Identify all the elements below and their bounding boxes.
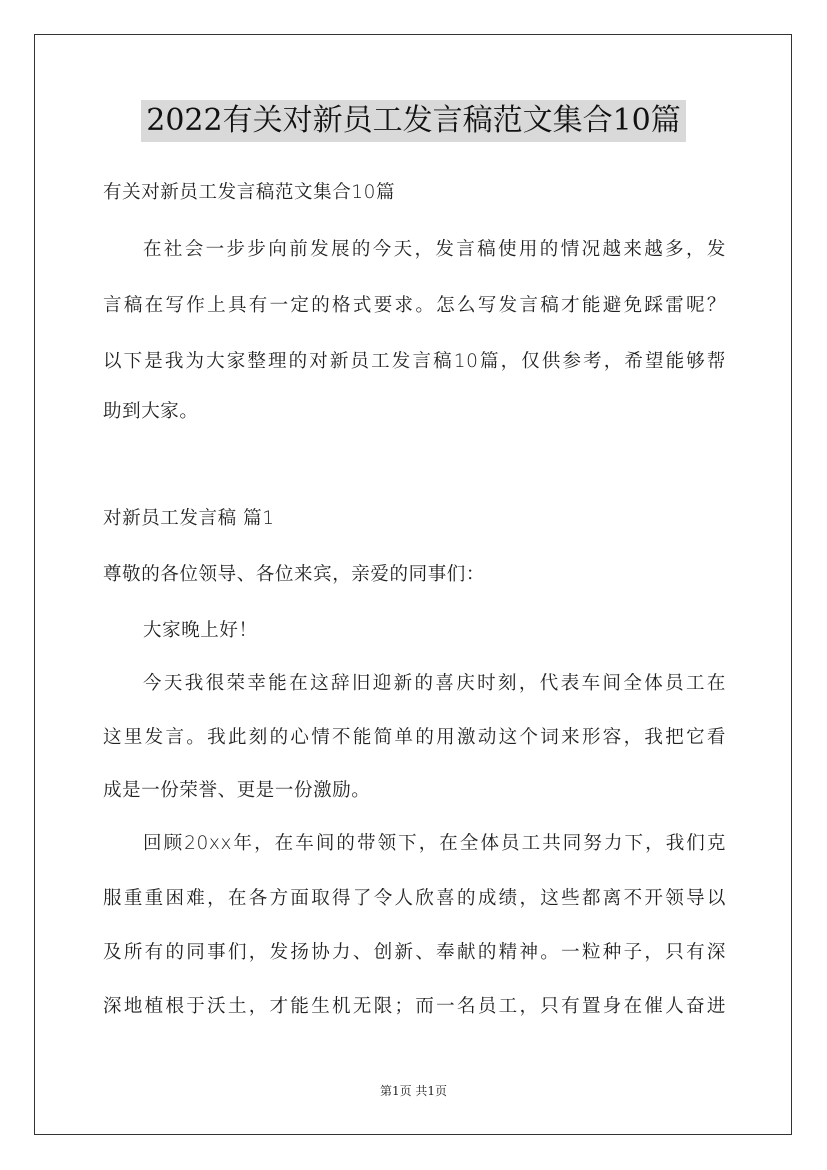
intro-line-2: 言稿在写作上具有一定的格式要求。怎么写发言稿才能避免踩雷呢？ — [103, 295, 726, 316]
para2-line-4: 深地植根于沃土，才能生机无限；而一名员工，只有置身在催人奋进 — [103, 996, 726, 1017]
section-heading: 对新员工发言稿 篇1 — [103, 508, 275, 529]
document-title: 2022有关对新员工发言稿范文集合10篇 — [141, 100, 686, 142]
page-number-footer: 第1页 共1页 — [379, 1084, 448, 1098]
para2-line-1: 回顾20xx年，在车间的带领下，在全体员工共同努力下，我们克 — [143, 833, 726, 854]
greeting: 大家晚上好！ — [143, 620, 258, 641]
intro-line-1: 在社会一步步向前发展的今天，发言稿使用的情况越来越多，发 — [143, 239, 726, 260]
salutation: 尊敬的各位领导、各位来宾，亲爱的同事们： — [103, 564, 486, 585]
para2-line-3: 及所有的同事们，发扬协力、创新、奉献的精神。一粒种子，只有深 — [103, 942, 726, 963]
para1-line-2: 这里发言。我此刻的心情不能简单的用激动这个词来形容，我把它看 — [103, 727, 726, 748]
intro-line-4: 助到大家。 — [103, 401, 199, 422]
document-subtitle: 有关对新员工发言稿范文集合10篇 — [103, 182, 396, 203]
para1-line-1: 今天我很荣幸能在这辞旧迎新的喜庆时刻，代表车间全体员工在 — [143, 673, 726, 694]
para1-line-3: 成是一份荣誉、更是一份激励。 — [103, 780, 371, 801]
para2-line-2: 服重重困难，在各方面取得了令人欣喜的成绩，这些都离不开领导以 — [103, 888, 726, 909]
intro-line-3: 以下是我为大家整理的对新员工发言稿10篇，仅供参考，希望能够帮 — [103, 351, 726, 372]
